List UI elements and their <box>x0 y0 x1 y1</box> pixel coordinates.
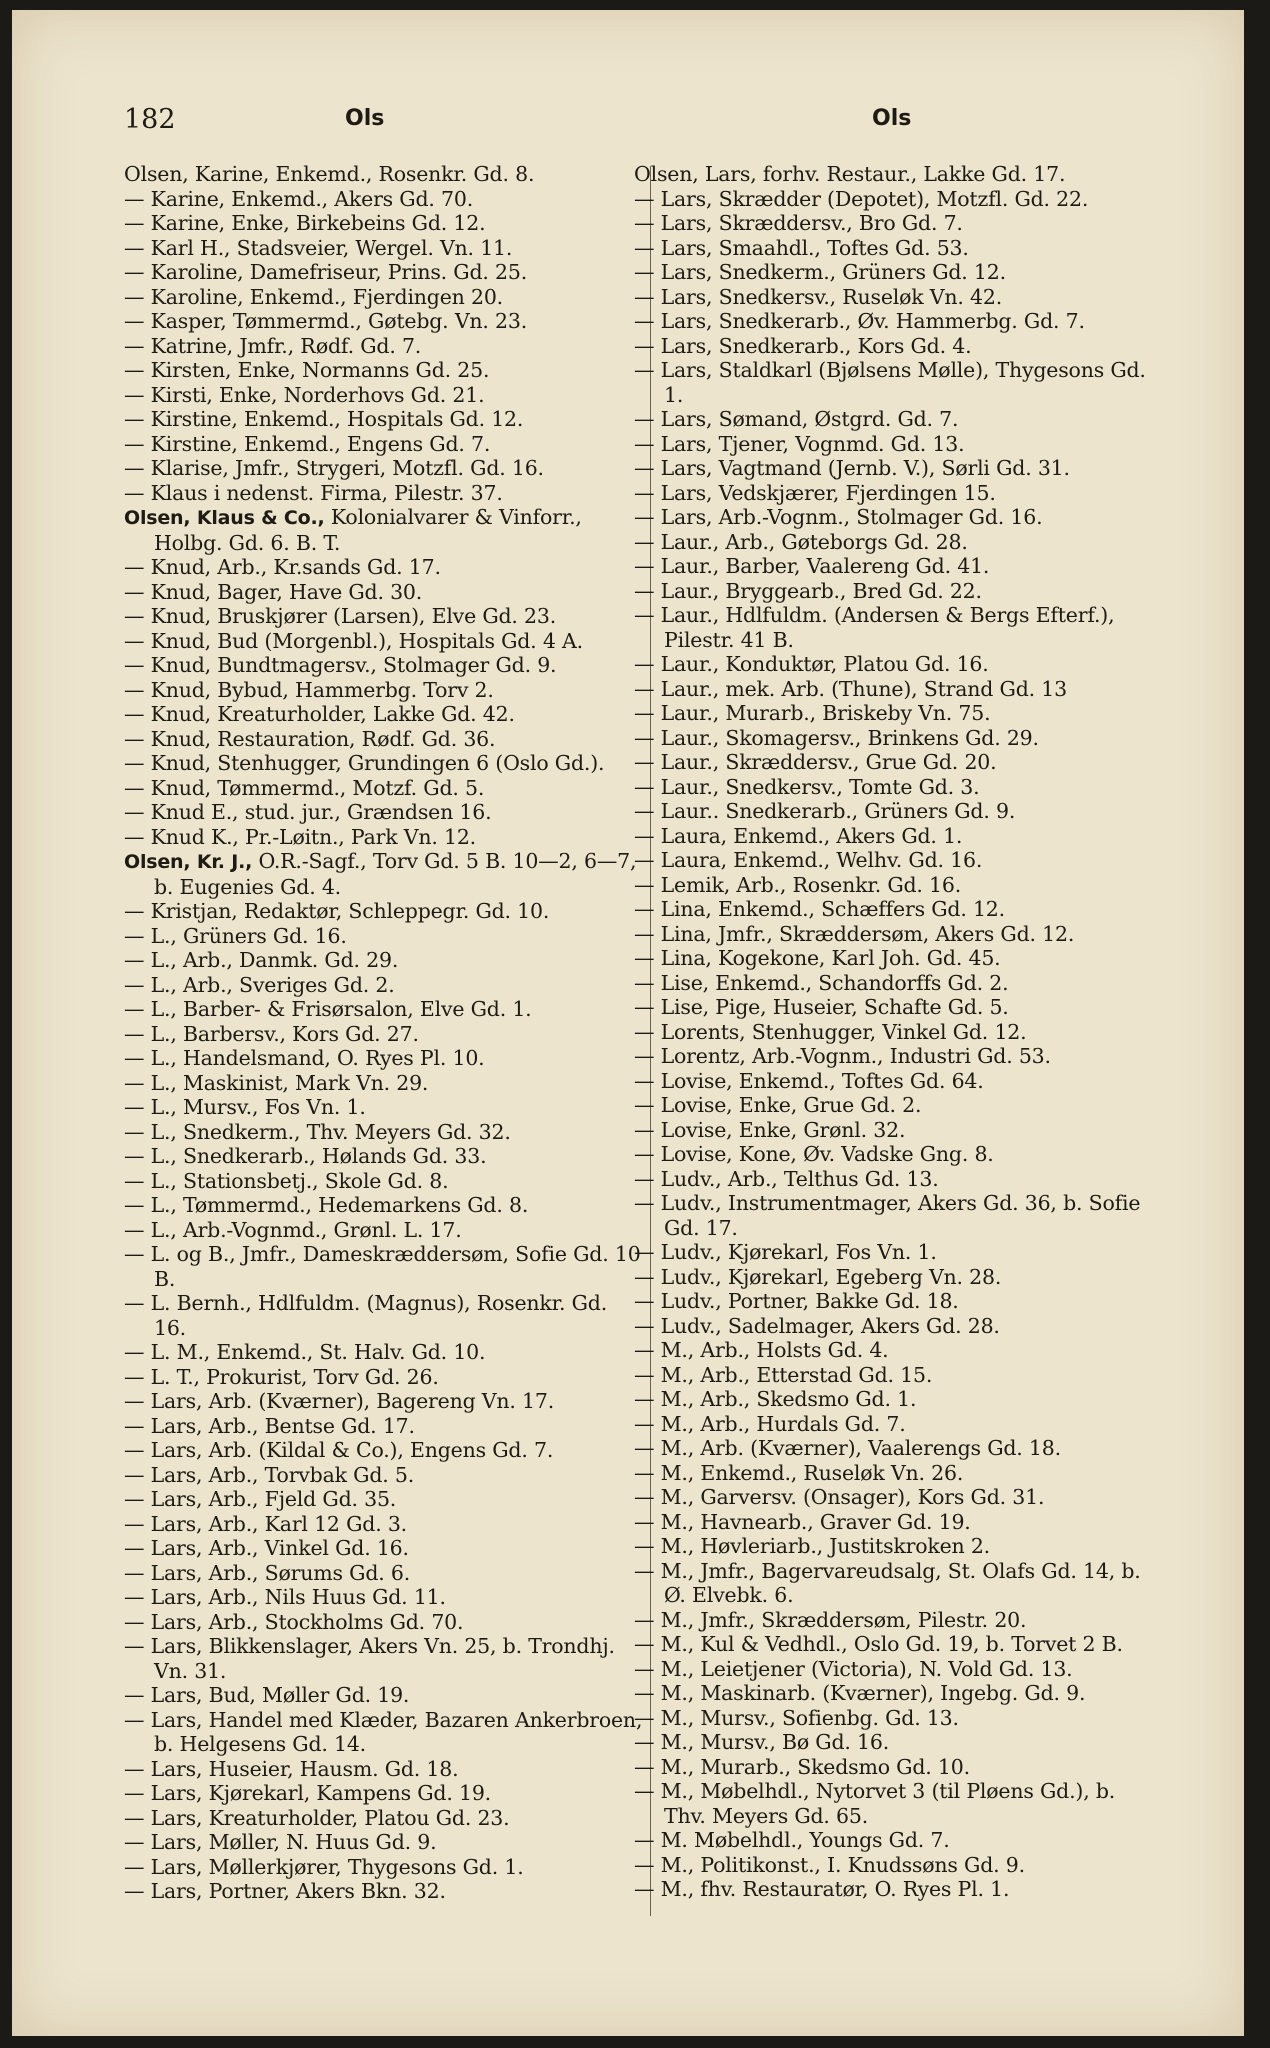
directory-entry <box>124 849 644 899</box>
directory-entry <box>124 1120 644 1145</box>
directory-entry <box>124 1757 644 1782</box>
directory-entry <box>634 1657 1156 1682</box>
entry-text: — Lars, Arb., Nils Huus Gd. 11. <box>124 1585 446 1609</box>
directory-entry <box>634 873 1156 898</box>
directory-entry <box>634 1534 1156 1559</box>
page-number: 182 <box>124 104 176 135</box>
entry-text: — Kirsti, Enke, Norderhovs Gd. 21. <box>124 382 485 407</box>
entry-text: — Lorents, Stenhugger, Vinkel Gd. 12. <box>634 1019 1027 1044</box>
directory-entry <box>124 456 644 481</box>
entry-text: Olsen, Karine, Enkemd., Rosenkr. Gd. 8. <box>124 162 535 186</box>
entry-text: — M., fhv. Restauratør, O. Ryes Pl. 1. <box>634 1877 1010 1901</box>
directory-entry <box>124 1879 644 1904</box>
directory-entry <box>124 653 644 678</box>
directory-entry <box>124 1585 644 1610</box>
directory-page <box>12 10 1244 2036</box>
directory-entry <box>124 604 644 629</box>
directory-entry <box>124 481 644 506</box>
directory-entry <box>634 1044 1156 1069</box>
directory-entry <box>634 505 1156 530</box>
directory-entry <box>124 1463 644 1488</box>
directory-entry <box>124 1242 644 1291</box>
entry-text: — L., Snedkerarb., Hølands Gd. 33. <box>124 1144 487 1168</box>
directory-entry <box>124 1512 644 1537</box>
entry-text: — Lars, Sømand, Østgrd. Gd. 7. <box>634 407 959 431</box>
directory-entry <box>124 1046 644 1071</box>
directory-entry <box>634 1559 1156 1608</box>
entry-heading: Olsen, Klaus & Co., <box>124 507 325 529</box>
left-column <box>124 162 644 1904</box>
entry-text: — M. Møbelhdl., Youngs Gd. 7. <box>634 1828 950 1852</box>
entry-text: — M., Kul & Vedhdl., Oslo Gd. 19, b. Torvet 2 B. <box>634 1632 1123 1656</box>
directory-entry <box>634 1118 1156 1143</box>
entry-text: — Lars, Vedskjærer, Fjerdingen 15. <box>634 480 996 505</box>
entry-text: — Lars, Arb. (Kværner), Bagereng Vn. 17. <box>124 1389 555 1413</box>
directory-entry <box>124 800 644 825</box>
entry-text: — Lars, Snedkerarb., Øv. Hammerbg. Gd. 7. <box>634 309 1085 333</box>
entry-text: — Lars, Snedkerm., Grüners Gd. 12. <box>634 260 1006 284</box>
directory-entry <box>124 1169 644 1194</box>
directory-entry <box>124 1438 644 1463</box>
directory-entry <box>124 1291 644 1340</box>
directory-entry <box>124 825 644 850</box>
entry-text: — Knud, Bybud, Hammerbg. Torv 2. <box>124 677 494 702</box>
directory-entry <box>124 678 644 703</box>
directory-entry <box>124 432 644 457</box>
directory-entry <box>634 995 1156 1020</box>
directory-entry <box>124 1365 644 1390</box>
directory-entry <box>124 776 644 801</box>
entry-text: — Lovise, Kone, Øv. Vadske Gng. 8. <box>634 1142 994 1166</box>
directory-entry <box>124 727 644 752</box>
directory-entry <box>124 1806 644 1831</box>
entry-text: — Kristjan, Redaktør, Schleppegr. Gd. 10. <box>124 899 550 923</box>
directory-entry <box>124 1561 644 1586</box>
entry-heading: Olsen, Kr. J., <box>124 851 253 873</box>
directory-entry <box>634 824 1156 849</box>
directory-entry <box>124 187 644 212</box>
entry-text: — Knud K., Pr.-Løitn., Park Vn. 12. <box>124 824 477 849</box>
directory-entry <box>124 236 644 261</box>
entry-text: — Lise, Enkemd., Schandorffs Gd. 2. <box>634 970 1009 995</box>
entry-text: — Lars, Arb.-Vognm., Stolmager Gd. 16. <box>634 505 1043 529</box>
entry-text: — Laur., Barber, Vaalereng Gd. 41. <box>634 554 990 578</box>
directory-entry <box>124 1610 644 1635</box>
entry-text: — L. og B., Jmfr., Dameskræddersøm, Sofie Gd. 10 B. <box>124 1242 641 1291</box>
directory-entry <box>124 1536 644 1561</box>
directory-entry <box>634 1755 1156 1780</box>
entry-text: — Lovise, Enkemd., Toftes Gd. 64. <box>634 1068 984 1093</box>
entry-text: — L., Arb., Sveriges Gd. 2. <box>124 972 395 997</box>
directory-entry <box>634 554 1156 579</box>
running-head-left: Ols <box>345 106 385 131</box>
entry-text: — Laur., Murarb., Briskeby Vn. 75. <box>634 701 991 725</box>
directory-entry <box>634 358 1156 407</box>
directory-entry <box>634 162 1156 187</box>
directory-entry <box>634 897 1156 922</box>
entry-text: — Lars, Arb., Stockholms Gd. 70. <box>124 1609 464 1634</box>
directory-entry <box>634 1142 1156 1167</box>
right-column <box>634 162 1156 1902</box>
directory-entry <box>634 1363 1156 1388</box>
entry-text: — Ludv., Portner, Bakke Gd. 18. <box>634 1289 959 1313</box>
directory-entry <box>634 187 1156 212</box>
entry-text: — Lina, Jmfr., Skræddersøm, Akers Gd. 12. <box>634 921 1075 946</box>
entry-text: — Laur., Snedkersv., Tomte Gd. 3. <box>634 774 980 799</box>
entry-text: — Lars, Smaahdl., Toftes Gd. 53. <box>634 235 969 260</box>
entry-text: — Lovise, Enke, Grønl. 32. <box>634 1117 906 1142</box>
entry-text: — Laura, Enkemd., Akers Gd. 1. <box>634 823 963 848</box>
directory-entry <box>634 799 1156 824</box>
entry-text: — Kirsten, Enke, Normanns Gd. 25. <box>124 358 490 382</box>
entry-text: — Lars, Møllerkjører, Thygesons Gd. 1. <box>124 1854 524 1879</box>
entry-text: Olsen, Lars, forhv. Restaur., Lakke Gd. 17. <box>634 162 1066 186</box>
directory-entry <box>634 1461 1156 1486</box>
entry-text: — L. M., Enkemd., St. Halv. Gd. 10. <box>124 1340 486 1364</box>
directory-entry <box>634 456 1156 481</box>
directory-entry <box>124 1193 644 1218</box>
entry-text: — M., Garversv. (Onsager), Kors Gd. 31. <box>634 1485 1045 1509</box>
entry-text: — Lars, Arb. (Kildal & Co.), Engens Gd. 7. <box>124 1438 554 1462</box>
running-head-right: Ols <box>872 106 912 131</box>
entry-text: — Lars, Blikkenslager, Akers Vn. 25, b. Trondhj. Vn. 31. <box>124 1634 615 1683</box>
directory-entry <box>124 1683 644 1708</box>
entry-text: — Lars, Snedkerarb., Kors Gd. 4. <box>634 333 972 358</box>
entry-text: — Lars, Skræddersv., Bro Gd. 7. <box>634 211 963 235</box>
directory-entry <box>634 1240 1156 1265</box>
entry-text: — Lars, Staldkarl (Bjølsens Mølle), Thygesons Gd. 1. <box>634 358 1146 407</box>
entry-text: — Lars, Arb., Fjeld Gd. 35. <box>124 1487 397 1511</box>
entry-text: — L., Arb.-Vognmd., Grønl. L. 17. <box>124 1217 462 1242</box>
entry-text: — Katrine, Jmfr., Rødf. Gd. 7. <box>124 333 422 358</box>
entry-text: — Knud, Tømmermd., Motzf. Gd. 5. <box>124 775 485 800</box>
directory-entry <box>124 1708 644 1757</box>
entry-text: — Laura, Enkemd., Welhv. Gd. 16. <box>634 848 983 872</box>
entry-text: — Lars, Snedkersv., Ruseløk Vn. 42. <box>634 284 1003 309</box>
entry-text: — L., Snedkerm., Thv. Meyers Gd. 32. <box>124 1119 511 1144</box>
entry-text: — M., Leietjener (Victoria), N. Vold Gd. 13. <box>634 1656 1073 1681</box>
directory-entry <box>124 1389 644 1414</box>
directory-entry <box>124 1414 644 1439</box>
entry-text: — L., Arb., Danmk. Gd. 29. <box>124 948 399 972</box>
entry-text: — Laur., mek. Arb. (Thune), Strand Gd. 13 <box>634 676 1067 701</box>
entry-text: — Lina, Kogekone, Karl Joh. Gd. 45. <box>634 946 1001 970</box>
entry-text: — Lorentz, Arb.-Vognm., Industri Gd. 53. <box>634 1044 1051 1068</box>
directory-entry <box>634 530 1156 555</box>
entry-text: O.R.-Sagf., Torv Gd. 5 B. 10—2, 6—7, b. Eugenies Gd. 4. <box>154 849 637 899</box>
entry-text: — M., Arb., Etterstad Gd. 15. <box>634 1362 933 1387</box>
directory-entry <box>124 407 644 432</box>
directory-entry <box>124 1634 644 1683</box>
directory-entry <box>634 1387 1156 1412</box>
page-header <box>12 104 1244 144</box>
directory-entry <box>124 260 644 285</box>
directory-entry <box>634 971 1156 996</box>
entry-text: — Ludv., Kjørekarl, Fos Vn. 1. <box>634 1240 937 1264</box>
entry-text: — L., Grüners Gd. 16. <box>124 923 347 948</box>
entry-text: Kolonialvarer & Vinforr., Holbg. Gd. 6. B. T. <box>154 505 582 555</box>
entry-text: — L., Mursv., Fos Vn. 1. <box>124 1095 366 1119</box>
entry-text: — Lars, Skrædder (Depotet), Motzfl. Gd. 22. <box>634 186 1089 211</box>
directory-entry <box>124 751 644 776</box>
entry-text: — M., Høvleriarb., Justitskroken 2. <box>634 1534 990 1558</box>
entry-text: — Knud, Bruskjører (Larsen), Elve Gd. 23. <box>124 604 557 628</box>
entry-text: — L., Stationsbetj., Skole Gd. 8. <box>124 1168 449 1193</box>
entry-text: — Knud, Kreaturholder, Lakke Gd. 42. <box>124 702 515 726</box>
directory-entry <box>124 629 644 654</box>
directory-entry <box>124 334 644 359</box>
entry-text: — L., Tømmermd., Hedemarkens Gd. 8. <box>124 1193 529 1217</box>
entry-text: — Lars, Arb., Sørums Gd. 6. <box>124 1560 411 1585</box>
entry-text: — Laur., Konduktør, Platou Gd. 16. <box>634 652 989 676</box>
entry-text: — Lars, Huseier, Hausm. Gd. 18. <box>124 1756 459 1781</box>
directory-entry <box>634 407 1156 432</box>
entry-text: — Lemik, Arb., Rosenkr. Gd. 16. <box>634 872 962 897</box>
entry-text: — Laur., Bryggearb., Bred Gd. 22. <box>634 578 982 603</box>
directory-entry <box>124 1830 644 1855</box>
entry-text: — Lars, Kreaturholder, Platou Gd. 23. <box>124 1805 510 1830</box>
entry-text: — Laur., Skræddersv., Grue Gd. 20. <box>634 750 997 774</box>
entry-text: — Lise, Pige, Huseier, Schafte Gd. 5. <box>634 995 1009 1019</box>
entry-text: — M., Arb., Holsts Gd. 4. <box>634 1338 889 1362</box>
entry-text: — M., Havnearb., Graver Gd. 19. <box>634 1509 971 1534</box>
entry-text: — Lars, Handel med Klæder, Bazaren Ankerbroen, b. Helgesens Gd. 14. <box>124 1707 643 1756</box>
directory-entry <box>634 1510 1156 1535</box>
entry-text: — Laur., Hdlfuldm. (Andersen & Bergs Efterf.), Pilestr. 41 B. <box>634 603 1115 652</box>
directory-entry <box>124 899 644 924</box>
entry-text: — M., Jmfr., Bagervareudsalg, St. Olafs Gd. 14, b. Ø. Elvebk. 6. <box>634 1558 1141 1607</box>
entry-text: — Lars, Vagtmand (Jernb. V.), Sørli Gd. 31. <box>634 456 1070 480</box>
entry-text: — Knud, Bud (Morgenbl.), Hospitals Gd. 4 A. <box>124 628 583 653</box>
directory-entry <box>124 162 644 187</box>
directory-entry <box>124 1144 644 1169</box>
entry-text: — Karoline, Enkemd., Fjerdingen 20. <box>124 284 503 309</box>
directory-entry <box>634 211 1156 236</box>
entry-text: — Lars, Kjørekarl, Kampens Gd. 19. <box>124 1781 491 1805</box>
entry-text: — M., Arb., Hurdals Gd. 7. <box>634 1411 906 1436</box>
entry-text: — Laur., Arb., Gøteborgs Gd. 28. <box>634 529 968 554</box>
directory-entry <box>124 1487 644 1512</box>
entry-text: — Laur., Skomagersv., Brinkens Gd. 29. <box>634 725 1039 750</box>
directory-entry <box>634 579 1156 604</box>
directory-entry <box>124 1071 644 1096</box>
directory-entry <box>634 334 1156 359</box>
entry-text: — Lovise, Enke, Grue Gd. 2. <box>634 1093 922 1117</box>
entry-text: — Ludv., Arb., Telthus Gd. 13. <box>634 1166 939 1191</box>
entry-text: — Knud, Arb., Kr.sands Gd. 17. <box>124 555 441 579</box>
directory-entry <box>124 309 644 334</box>
entry-text: — Knud E., stud. jur., Grændsen 16. <box>124 800 492 824</box>
entry-text: — M., Arb. (Kværner), Vaalerengs Gd. 18. <box>634 1436 1061 1460</box>
directory-entry <box>634 1093 1156 1118</box>
directory-entry <box>124 1022 644 1047</box>
entry-text: — Knud, Stenhugger, Grundingen 6 (Oslo Gd.). <box>124 751 605 775</box>
directory-entry <box>634 236 1156 261</box>
entry-text: — L., Barbersv., Kors Gd. 27. <box>124 1021 419 1046</box>
directory-entry <box>634 1779 1156 1828</box>
directory-entry <box>124 1095 644 1120</box>
directory-entry <box>634 1338 1156 1363</box>
directory-entry <box>634 1436 1156 1461</box>
directory-entry <box>634 677 1156 702</box>
directory-entry <box>634 652 1156 677</box>
directory-entry <box>634 1877 1156 1902</box>
entry-text: — Lina, Enkemd., Schæffers Gd. 12. <box>634 897 1005 921</box>
directory-entry <box>124 505 644 555</box>
entry-text: — Karoline, Damefriseur, Prins. Gd. 25. <box>124 260 528 284</box>
entry-text: — Lars, Møller, N. Huus Gd. 9. <box>124 1830 437 1854</box>
directory-entry <box>634 1632 1156 1657</box>
entry-text: — Ludv., Sadelmager, Akers Gd. 28. <box>634 1313 1000 1338</box>
directory-entry <box>634 1730 1156 1755</box>
entry-text: — M., Møbelhdl., Nytorvet 3 (til Pløens Gd.), b. Thv. Meyers Gd. 65. <box>634 1779 1116 1828</box>
directory-entry <box>634 1828 1156 1853</box>
entry-text: — Karl H., Stadsveier, Wergel. Vn. 11. <box>124 235 513 260</box>
entry-text: — M., Maskinarb. (Kværner), Ingebg. Gd. 9. <box>634 1681 1086 1705</box>
directory-entry <box>634 309 1156 334</box>
directory-entry <box>634 750 1156 775</box>
entry-text: — M., Jmfr., Skræddersøm, Pilestr. 20. <box>634 1607 1027 1632</box>
entry-text: — Klarise, Jmfr., Strygeri, Motzfl. Gd. 16. <box>124 456 544 480</box>
directory-entry <box>124 211 644 236</box>
entry-text: — Laur.. Snedkerarb., Grüners Gd. 9. <box>634 799 1016 823</box>
entry-text: — M., Mursv., Bø Gd. 16. <box>634 1730 890 1754</box>
entry-text: — Karine, Enkemd., Akers Gd. 70. <box>124 186 474 211</box>
directory-entry <box>634 260 1156 285</box>
entry-text: — Kirstine, Enkemd., Hospitals Gd. 12. <box>124 407 524 431</box>
directory-entry <box>634 775 1156 800</box>
entry-text: — M., Murarb., Skedsmo Gd. 10. <box>634 1754 970 1779</box>
entry-text: — M., Enkemd., Ruseløk Vn. 26. <box>634 1460 964 1485</box>
entry-text: — Kirstine, Enkemd., Engens Gd. 7. <box>124 431 491 456</box>
directory-entry <box>124 358 644 383</box>
directory-entry <box>634 481 1156 506</box>
entry-text: — Kasper, Tømmermd., Gøtebg. Vn. 23. <box>124 309 528 333</box>
entry-text: — Ludv., Instrumentmager, Akers Gd. 36, b. Sofie Gd. 17. <box>634 1191 1141 1240</box>
entry-text: — Ludv., Kjørekarl, Egeberg Vn. 28. <box>634 1264 1002 1289</box>
directory-entry <box>124 702 644 727</box>
directory-entry <box>634 946 1156 971</box>
entry-text: — L. Bernh., Hdlfuldm. (Magnus), Rosenkr. Gd. 16. <box>124 1291 608 1340</box>
directory-entry <box>124 997 644 1022</box>
directory-entry <box>124 580 644 605</box>
entry-text: — Knud, Restauration, Rødf. Gd. 36. <box>124 726 496 751</box>
directory-entry <box>124 555 644 580</box>
entry-text: — Knud, Bager, Have Gd. 30. <box>124 579 423 604</box>
directory-entry <box>634 1020 1156 1045</box>
entry-text: — L. T., Prokurist, Torv Gd. 26. <box>124 1364 439 1389</box>
directory-entry <box>634 701 1156 726</box>
directory-entry <box>634 848 1156 873</box>
entry-text: — M., Politikonst., I. Knudssøns Gd. 9. <box>634 1852 1025 1877</box>
directory-entry <box>634 1706 1156 1731</box>
directory-entry <box>634 1853 1156 1878</box>
entry-text: — Lars, Arb., Vinkel Gd. 16. <box>124 1536 409 1560</box>
entry-text: — Lars, Bud, Møller Gd. 19. <box>124 1683 410 1707</box>
directory-entry <box>124 948 644 973</box>
directory-entry <box>634 1681 1156 1706</box>
directory-entry <box>634 603 1156 652</box>
entry-text: — L., Barber- & Frisørsalon, Elve Gd. 1. <box>124 997 532 1021</box>
directory-entry <box>634 432 1156 457</box>
directory-entry <box>634 922 1156 947</box>
directory-entry <box>124 1855 644 1880</box>
entry-text: — M., Arb., Skedsmo Gd. 1. <box>634 1387 917 1411</box>
entry-text: — Lars, Arb., Karl 12 Gd. 3. <box>124 1511 407 1536</box>
directory-entry <box>124 924 644 949</box>
entry-text: — L., Maskinist, Mark Vn. 29. <box>124 1070 429 1095</box>
directory-entry <box>634 1191 1156 1240</box>
entry-text: — Karine, Enke, Birkebeins Gd. 12. <box>124 211 486 235</box>
directory-entry <box>634 1289 1156 1314</box>
directory-entry <box>634 1314 1156 1339</box>
directory-entry <box>124 383 644 408</box>
directory-entry <box>124 973 644 998</box>
directory-entry <box>124 1218 644 1243</box>
directory-entry <box>634 1412 1156 1437</box>
directory-entry <box>634 1069 1156 1094</box>
directory-entry <box>634 726 1156 751</box>
directory-entry <box>634 1265 1156 1290</box>
directory-entry <box>124 1781 644 1806</box>
entry-text: — Klaus i nedenst. Firma, Pilestr. 37. <box>124 480 503 505</box>
entry-text: — Lars, Arb., Torvbak Gd. 5. <box>124 1462 415 1487</box>
directory-entry <box>124 1340 644 1365</box>
entry-text: — Lars, Tjener, Vognmd. Gd. 13. <box>634 431 965 456</box>
entry-text: — Knud, Bundtmagersv., Stolmager Gd. 9. <box>124 653 557 677</box>
entry-text: — Lars, Portner, Akers Bkn. 32. <box>124 1879 446 1903</box>
directory-entry <box>634 1608 1156 1633</box>
directory-entry <box>634 285 1156 310</box>
directory-entry <box>124 285 644 310</box>
entry-text: — L., Handelsmand, O. Ryes Pl. 10. <box>124 1046 485 1070</box>
entry-text: — M., Mursv., Sofienbg. Gd. 13. <box>634 1705 959 1730</box>
entry-text: — Lars, Arb., Bentse Gd. 17. <box>124 1413 415 1438</box>
directory-entry <box>634 1485 1156 1510</box>
directory-entry <box>634 1167 1156 1192</box>
